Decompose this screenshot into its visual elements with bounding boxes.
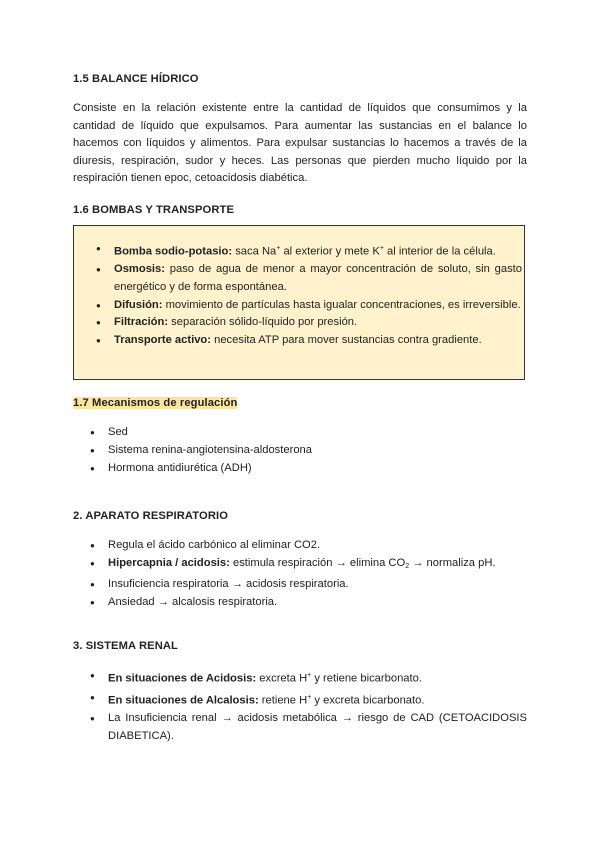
list-item: ● Ansiedad → alcalosis respiratoria.: [108, 594, 527, 612]
respiratory-list: [108, 537, 527, 612]
list-item: ● Filtración: separación sólido-líquido por presión.: [114, 314, 522, 332]
list-item: ● Osmosis: paso de agua de menor a mayor concentración de soluto, sin gasto energético y de forma espontánea.: [114, 261, 522, 296]
list-item: ● La Insuficiencia renal → acidosis metabólica → riesgo de CAD (CETOACIDOSIS DIABETICA).: [108, 710, 527, 745]
item-term: Bomba sodio-potasio:: [114, 245, 233, 258]
item-term: Hipercapnia / acidosis:: [108, 556, 230, 569]
list-item: ● Regula el ácido carbónico al eliminar CO2.: [108, 537, 527, 555]
section-3-heading: 3. SISTEMA RENAL: [73, 640, 178, 652]
item-term: En situaciones de Alcalosis:: [108, 694, 259, 707]
section-1-7-heading: 1.7 Mecanismos de regulación: [73, 397, 238, 409]
list-item: ● Sed: [108, 424, 527, 442]
transport-list: [114, 240, 522, 349]
list-item: ● Sistema renina-angiotensina-aldosterona: [108, 442, 527, 460]
item-term: Osmosis:: [114, 263, 165, 276]
list-item: ● Difusión: movimiento de partículas hasta igualar concentraciones, es irreversible.: [114, 297, 522, 315]
section-1-5-paragraph: Consiste en la relación existente entre la cantidad de líquidos que consumimos y la cantidad de líquido que expulsamos. Para aumentar las sustancias en el balance lo hacemos con líquidos y alimentos. Para expulsar sustancias lo hacemos a través de la diuresis, respiración, sudor y heces. Las personas que pierden mucho líquido por la respiración tienen epoc, cetoacidosis diabética.: [73, 102, 527, 185]
section-1-6-heading: 1.6 BOMBAS Y TRANSPORTE: [73, 204, 235, 216]
list-item: ● En situaciones de Alcalosis: retiene H+ y excreta bicarbonato.: [108, 689, 527, 710]
renal-list: [108, 667, 527, 746]
list-item: ● Hormona antidiurética (ADH): [108, 460, 527, 478]
list-item: ● En situaciones de Acidosis: excreta H+ y retiene bicarbonato.: [108, 667, 527, 688]
section-2-heading: 2. APARATO RESPIRATORIO: [73, 510, 229, 522]
section-1-5-heading: 1.5 BALANCE HÍDRICO: [73, 73, 199, 85]
list-item: ● Insuficiencia respiratoria → acidosis respiratoria.: [108, 576, 527, 594]
item-term: En situaciones de Acidosis:: [108, 672, 257, 685]
item-term: Filtración:: [114, 316, 169, 329]
list-item: ● Bomba sodio-potasio: saca Na+ al exterior y mete K+ al interior de la célula.: [114, 240, 522, 261]
regulation-list: [108, 424, 527, 478]
transport-highlight-box: [73, 225, 525, 380]
item-term: Difusión:: [114, 298, 163, 311]
item-term: Transporte activo:: [114, 333, 211, 346]
list-item: ● Hipercapnia / acidosis: estimula respiración → elimina $CO_2$ → normaliza pH.: [108, 555, 527, 576]
list-item: ● Transporte activo: necesita ATP para mover sustancias contra gradiente.: [114, 332, 522, 350]
